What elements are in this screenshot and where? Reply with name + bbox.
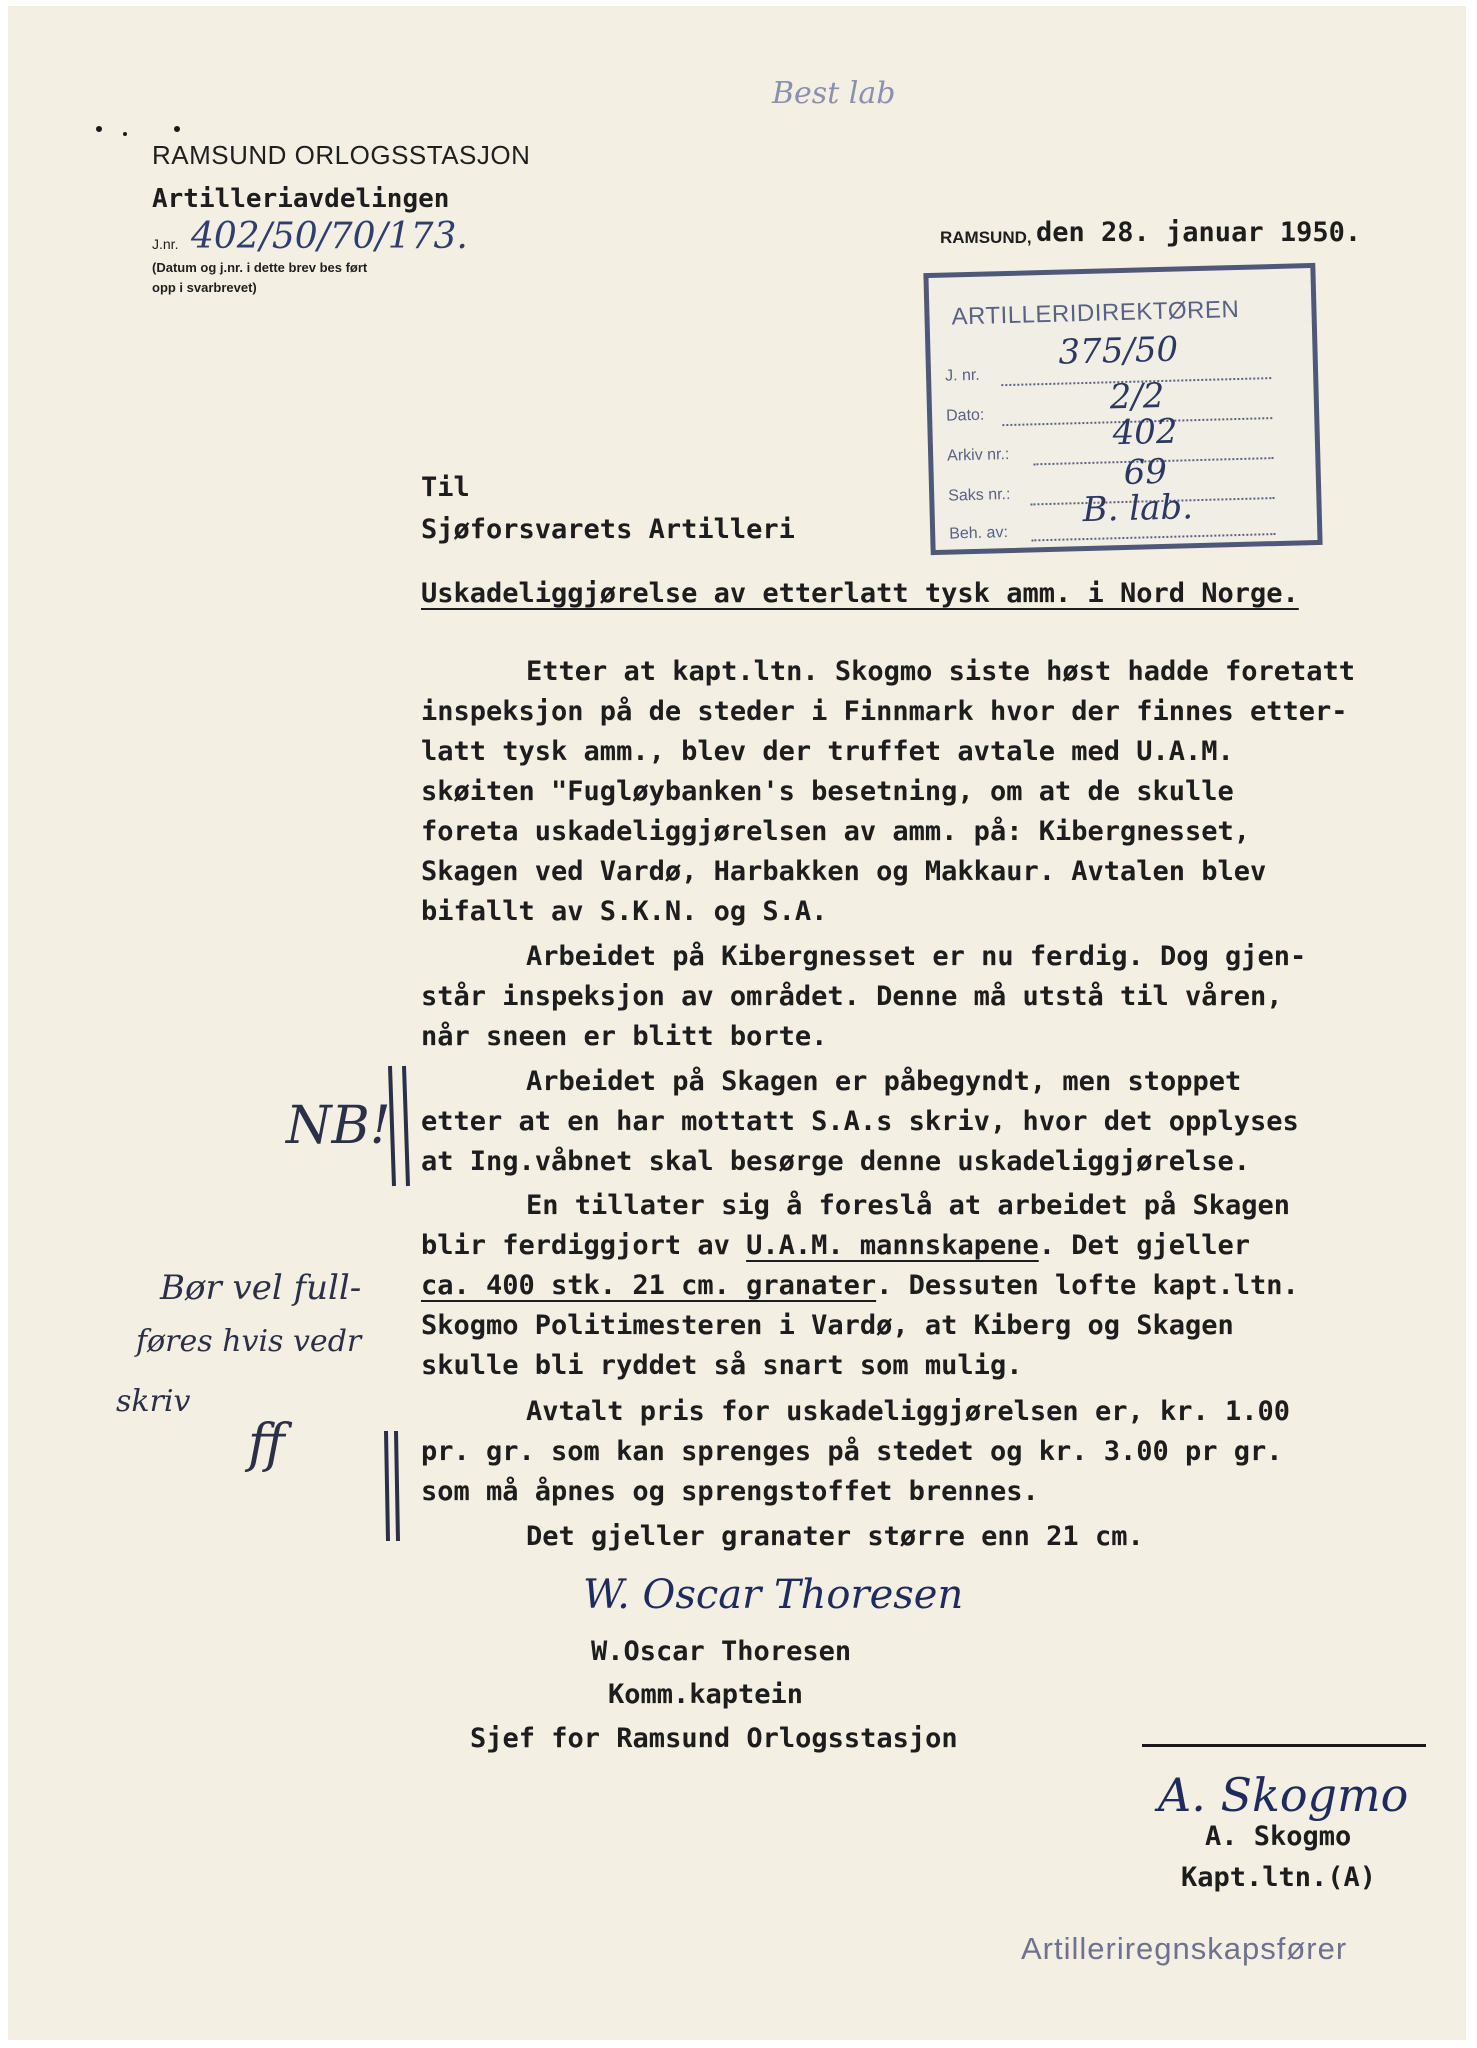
body-line: latt tysk amm., blev der truffet avtale med U.A.M. bbox=[421, 736, 1234, 767]
body-line: Det gjeller granater større enn 21 cm. bbox=[526, 1521, 1144, 1552]
body-line: står inspeksjon av området. Denne må utstå til våren, bbox=[421, 981, 1283, 1012]
stamp-label: J. nr. bbox=[944, 366, 980, 385]
body-line: Arbeidet på Skagen er påbegyndt, men stoppet bbox=[526, 1066, 1242, 1097]
margin-bracket-icon bbox=[378, 1426, 408, 1546]
department-name: Artilleriavdelingen bbox=[152, 184, 450, 214]
second-signatory-name: A. Skogmo bbox=[1205, 1821, 1352, 1852]
stamp-value: 375/50 bbox=[1057, 329, 1179, 373]
body-line bbox=[421, 1270, 1299, 1301]
body-segment: . Det gjeller bbox=[1038, 1230, 1251, 1261]
stamp-value: B. lab. bbox=[1082, 487, 1194, 531]
body-line: En tillater sig å foreslå at arbeidet på Skagen bbox=[526, 1190, 1291, 1221]
handwritten-signature: W. Oscar Thoresen bbox=[583, 1572, 964, 1618]
second-signatory-rank: Kapt.ltn.(A) bbox=[1181, 1862, 1377, 1893]
stamp-line bbox=[1031, 533, 1275, 541]
punch-dot bbox=[174, 126, 180, 132]
journal-note-line: (Datum og j.nr. i dette brev bes ført bbox=[152, 260, 368, 275]
body-line: foreta uskadeliggjørelsen av amm. på: Kibergnesset, bbox=[421, 816, 1251, 847]
body-line: skulle bli ryddet så snart som mulig. bbox=[421, 1350, 1023, 1381]
margin-bracket-icon bbox=[380, 1061, 430, 1191]
body-line: at Ing.våbnet skal besørge denne uskadeliggjørelse. bbox=[421, 1146, 1251, 1177]
stamp-value: 69 bbox=[1123, 451, 1168, 493]
margin-note-line: føres hvis vedr bbox=[136, 1324, 362, 1359]
body-line: Etter at kapt.ltn. Skogmo siste høst hadde foretatt bbox=[526, 656, 1356, 687]
body-line: Skagen ved Vardø, Harbakken og Makkaur. Avtalen blev bbox=[421, 856, 1267, 887]
margin-note-line: Bør vel full- bbox=[160, 1268, 362, 1308]
body-segment: blir ferdiggjort av bbox=[421, 1230, 730, 1261]
letter-page bbox=[8, 6, 1466, 2040]
nb-mark: NB! bbox=[286, 1096, 391, 1156]
body-line: som må åpnes og sprengstoffet brennes. bbox=[421, 1476, 1039, 1507]
body-line bbox=[421, 1230, 1250, 1261]
body-line: skøiten "Fugløybanken's besetning, om at de skulle bbox=[421, 776, 1234, 807]
body-line: inspeksjon på de steder i Finnmark hvor der finnes etter- bbox=[421, 696, 1348, 727]
stamp-label: Saks nr.: bbox=[947, 485, 1011, 505]
journal-note-line: opp i svarbrevet) bbox=[152, 280, 257, 295]
journal-label: J.nr. bbox=[152, 236, 179, 252]
signature-rule bbox=[1142, 1744, 1426, 1747]
punch-dot bbox=[123, 132, 127, 136]
body-line: Avtalt pris for uskadeliggjørelsen er, kr. 1.00 bbox=[526, 1396, 1291, 1427]
organization-name: RAMSUND ORLOGSSTASJON bbox=[152, 140, 531, 170]
signatory-title: Sjef for Ramsund Orlogsstasjon bbox=[470, 1723, 958, 1754]
body-line: når sneen er blitt borte. bbox=[421, 1021, 828, 1052]
place: RAMSUND, bbox=[940, 228, 1032, 247]
body-segment: . Dessuten lofte kapt.ltn. bbox=[876, 1270, 1299, 1301]
stamp-value: 2/2 bbox=[1109, 375, 1165, 418]
stamp-label: Arkiv nr.: bbox=[946, 445, 1010, 465]
journal-number: 402/50/70/173. bbox=[191, 216, 468, 257]
top-annotation: Best lab bbox=[772, 76, 896, 111]
signatory-name: W.Oscar Thoresen bbox=[591, 1636, 852, 1667]
subject-line: Uskadeliggjørelse av etterlatt tysk amm. i Nord Norge. bbox=[421, 578, 1299, 609]
stamp-label: Beh. av: bbox=[948, 524, 1009, 543]
underlined-phrase: U.A.M. mannskapene bbox=[746, 1230, 1039, 1261]
punch-dot bbox=[96, 126, 102, 132]
stamp-value: 402 bbox=[1112, 411, 1179, 454]
stamp-title: ARTILLERIDIREKTØREN bbox=[951, 295, 1240, 331]
body-line: bifallt av S.K.N. og S.A. bbox=[421, 896, 828, 927]
body-line: etter at en har mottatt S.A.s skriv, hvor det opplyses bbox=[421, 1106, 1299, 1137]
body-line: Skogmo Politimesteren i Vardø, at Kiberg og Skagen bbox=[421, 1310, 1234, 1341]
stamp-label: Dato: bbox=[945, 406, 985, 425]
recipient-name: Sjøforsvarets Artilleri bbox=[421, 514, 795, 545]
body-line: pr. gr. som kan sprenges på stedet og kr. 3.00 pr gr. bbox=[421, 1436, 1283, 1467]
margin-note-line: skriv bbox=[116, 1384, 191, 1419]
accountant-stamp: Artilleriregnskapsfører bbox=[1021, 1931, 1348, 1966]
journal-note bbox=[152, 258, 367, 298]
receipt-stamp bbox=[923, 263, 1322, 555]
margin-initials: ff bbox=[248, 1414, 285, 1474]
underlined-phrase: ca. 400 stk. 21 cm. granater bbox=[421, 1270, 877, 1301]
recipient-to: Til bbox=[421, 472, 470, 503]
date: den 28. januar 1950. bbox=[1036, 217, 1362, 248]
signatory-rank: Komm.kaptein bbox=[608, 1679, 804, 1710]
second-handwritten-signature: A. Skogmo bbox=[1158, 1768, 1409, 1822]
body-line: Arbeidet på Kibergnesset er nu ferdig. Dog gjen- bbox=[526, 941, 1307, 972]
